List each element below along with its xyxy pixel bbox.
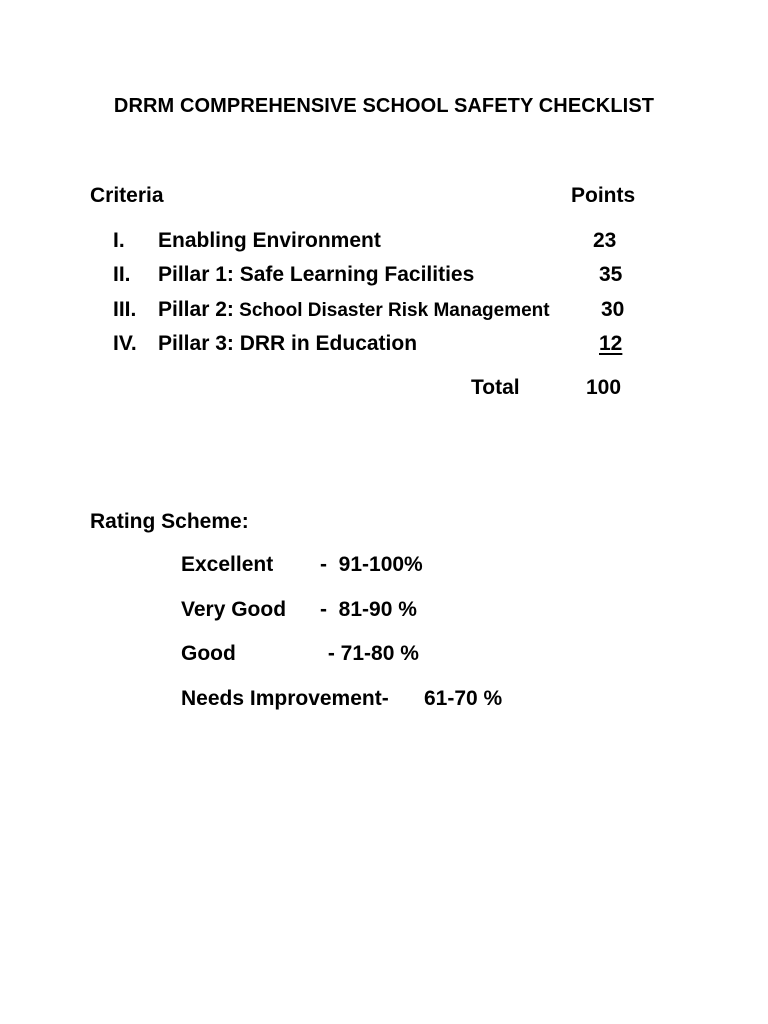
rating-range: - 91-100% — [320, 553, 423, 576]
criterion-label: Pillar 2: — [158, 298, 234, 321]
criterion-points: 30 — [601, 298, 625, 321]
criteria-heading: Criteria — [90, 184, 164, 207]
criterion-points: 23 — [593, 229, 617, 252]
criterion-numeral: I. — [113, 229, 125, 252]
criterion-label: Enabling Environment — [158, 229, 381, 252]
rating-scheme-heading: Rating Scheme: — [90, 510, 249, 533]
rating-label: Needs Improvement- — [181, 687, 389, 710]
total-value: 100 — [586, 376, 622, 399]
criterion-label: Pillar 1: Safe Learning Facilities — [158, 263, 475, 286]
criterion-numeral: III. — [113, 298, 137, 321]
rating-range: - 81-90 % — [320, 598, 417, 621]
criterion-label: Pillar 3: DRR in Education — [158, 332, 418, 355]
rating-label: Excellent — [181, 553, 274, 576]
criterion-label-suffix: School Disaster Risk Management — [233, 300, 550, 321]
rating-range: 61-70 % — [424, 687, 503, 710]
rating-label: Good — [181, 642, 236, 665]
points-heading: Points — [571, 184, 636, 207]
rating-range: - 71-80 % — [322, 642, 419, 665]
criterion-points: 12 — [599, 332, 623, 355]
rating-label: Very Good — [181, 598, 287, 621]
total-label: Total — [471, 376, 520, 399]
criterion-points: 35 — [599, 263, 623, 286]
criterion-numeral: IV. — [113, 332, 137, 355]
criterion-label-group — [158, 298, 550, 322]
criterion-numeral: II. — [113, 263, 131, 286]
document-title: DRRM COMPREHENSIVE SCHOOL SAFETY CHECKLIST — [113, 95, 655, 117]
